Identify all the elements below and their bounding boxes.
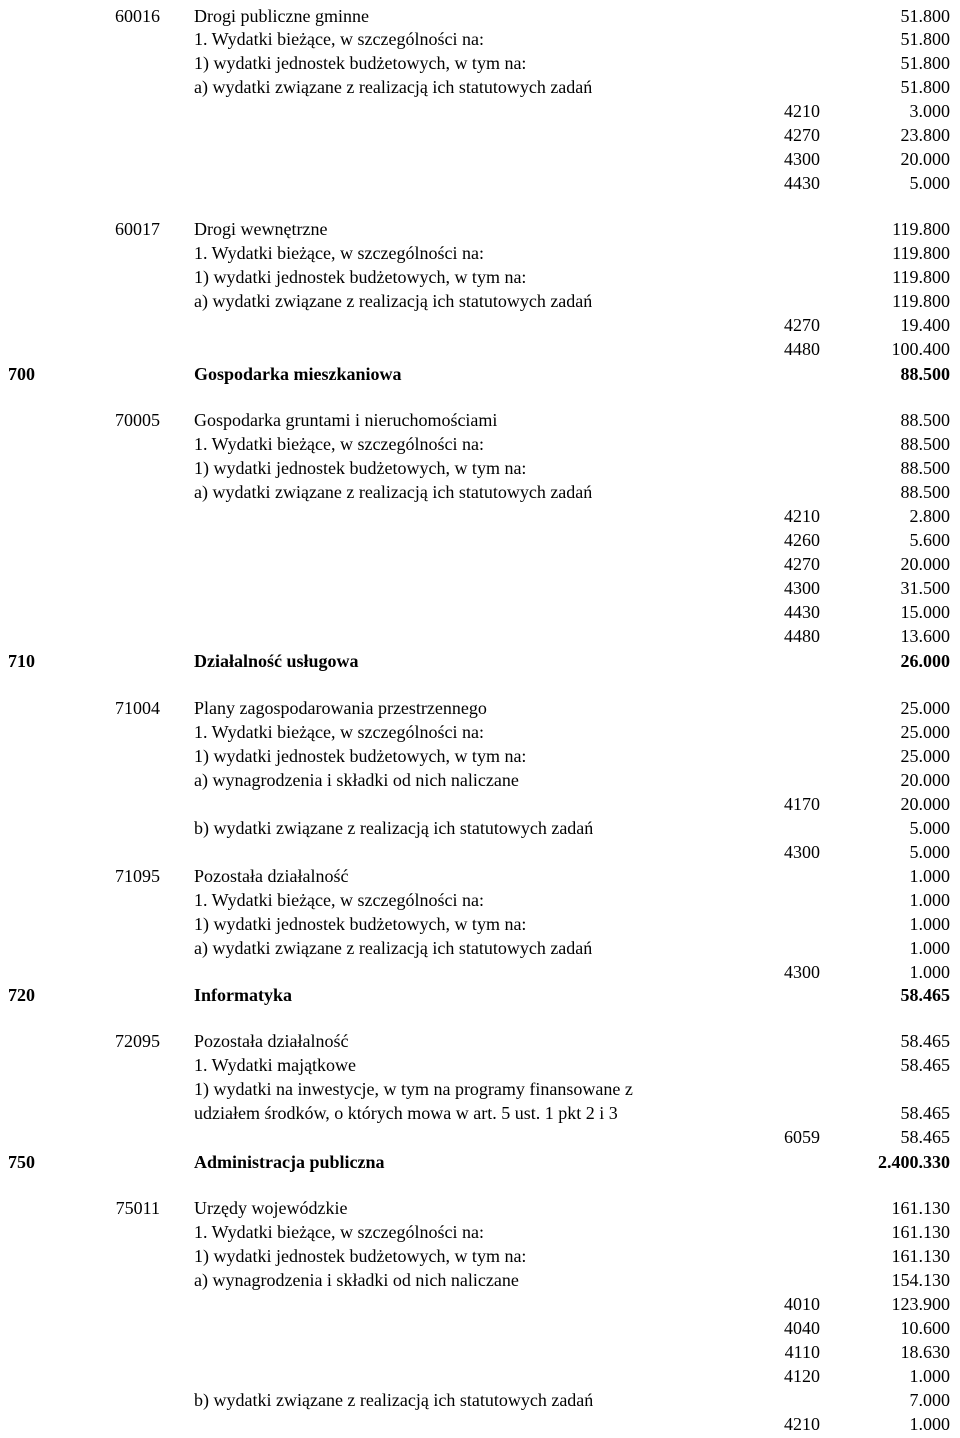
- paragraf-cell: 4430: [784, 173, 820, 193]
- section-row: [0, 650, 960, 673]
- kwota-cell: 161.130: [891, 1246, 950, 1266]
- dzial-cell: 710: [8, 651, 35, 671]
- kwota-cell: 1.000: [909, 962, 950, 982]
- opis-cell: a) wydatki związane z realizacją ich statutowych zadań: [194, 77, 593, 97]
- kwota-cell: 58.465: [900, 1031, 950, 1051]
- opis-cell: Drogi publiczne gminne: [194, 6, 369, 26]
- kwota-cell: 20.000: [900, 770, 950, 790]
- kwota-cell: 51.800: [900, 53, 950, 73]
- rozdzial-cell: 75011: [115, 1198, 160, 1218]
- rozdzial-cell: 60016: [115, 6, 160, 26]
- opis-cell: 1. Wydatki majątkowe: [194, 1055, 357, 1075]
- kwota-cell: 1.000: [909, 866, 950, 886]
- kwota-cell: 5.000: [909, 818, 950, 838]
- kwota-cell: 1.000: [909, 1366, 950, 1386]
- paragraf-cell: 4270: [784, 125, 820, 145]
- opis-cell: udziałem środków, o których mowa w art. 5 ust. 1 pkt 2 i 3: [194, 1103, 618, 1123]
- section-row: [0, 984, 960, 1007]
- opis-cell: Informatyka: [194, 985, 292, 1005]
- rozdzial-cell: 60017: [115, 219, 160, 239]
- paragraf-cell: 4010: [784, 1294, 820, 1314]
- table-row: [0, 172, 960, 195]
- opis-cell: b) wydatki związane z realizacją ich statutowych zadań: [194, 1390, 594, 1410]
- kwota-cell: 19.400: [900, 315, 950, 335]
- paragraf-cell: 4210: [784, 101, 820, 121]
- table-row: [0, 1389, 960, 1412]
- kwota-cell: 26.000: [900, 651, 950, 671]
- dzial-cell: 700: [8, 364, 35, 384]
- paragraf-cell: 4270: [784, 315, 820, 335]
- opis-cell: Pozostała działalność: [194, 866, 349, 886]
- kwota-cell: 88.500: [900, 364, 950, 384]
- paragraf-cell: 4300: [784, 962, 820, 982]
- table-row: [0, 5, 960, 28]
- paragraf-cell: 4120: [784, 1366, 820, 1386]
- table-row: [0, 1317, 960, 1340]
- kwota-cell: 51.800: [900, 6, 950, 26]
- kwota-cell: 58.465: [900, 1055, 950, 1075]
- kwota-cell: 1.000: [909, 890, 950, 910]
- table-row: [0, 481, 960, 504]
- kwota-cell: 31.500: [900, 578, 950, 598]
- table-row: [0, 601, 960, 624]
- table-row: [0, 625, 960, 648]
- table-row: [0, 697, 960, 720]
- paragraf-cell: 6059: [784, 1127, 820, 1147]
- table-row: [0, 100, 960, 123]
- table-row: [0, 841, 960, 864]
- kwota-cell: 1.000: [909, 914, 950, 934]
- opis-cell: 1. Wydatki bieżące, w szczególności na:: [194, 29, 484, 49]
- table-row: [0, 28, 960, 51]
- opis-cell: a) wynagrodzenia i składki od nich naliczane: [194, 770, 519, 790]
- paragraf-cell: 4110: [784, 1342, 820, 1362]
- kwota-cell: 58.465: [900, 985, 950, 1005]
- kwota-cell: 58.465: [900, 1127, 950, 1147]
- table-row: [0, 1365, 960, 1388]
- table-row: [0, 1126, 960, 1149]
- table-row: [0, 457, 960, 480]
- kwota-cell: 20.000: [900, 554, 950, 574]
- table-row: [0, 553, 960, 576]
- table-row: [0, 793, 960, 816]
- table-row: [0, 266, 960, 289]
- table-row: [0, 218, 960, 241]
- table-row: [0, 1341, 960, 1364]
- kwota-cell: 5.000: [909, 842, 950, 862]
- kwota-cell: 20.000: [900, 794, 950, 814]
- paragraf-cell: 4170: [784, 794, 820, 814]
- paragraf-cell: 4270: [784, 554, 820, 574]
- opis-cell: 1) wydatki jednostek budżetowych, w tym na:: [194, 458, 527, 478]
- opis-cell: a) wydatki związane z realizacją ich statutowych zadań: [194, 938, 593, 958]
- table-row: [0, 865, 960, 888]
- table-row: [0, 124, 960, 147]
- kwota-cell: 20.000: [900, 149, 950, 169]
- paragraf-cell: 4210: [784, 506, 820, 526]
- table-row: [0, 1054, 960, 1077]
- table-row: [0, 1078, 960, 1101]
- opis-cell: a) wydatki związane z realizacją ich statutowych zadań: [194, 482, 593, 502]
- table-row: [0, 242, 960, 265]
- dzial-cell: 720: [8, 985, 35, 1005]
- kwota-cell: 161.130: [891, 1222, 950, 1242]
- rozdzial-cell: 71095: [115, 866, 160, 886]
- kwota-cell: 161.130: [891, 1198, 950, 1218]
- paragraf-cell: 4300: [784, 149, 820, 169]
- opis-cell: Urzędy wojewódzkie: [194, 1198, 348, 1218]
- kwota-cell: 119.800: [892, 291, 950, 311]
- opis-cell: Działalność usługowa: [194, 651, 359, 671]
- kwota-cell: 7.000: [909, 1390, 950, 1410]
- table-row: [0, 52, 960, 75]
- kwota-cell: 23.800: [900, 125, 950, 145]
- kwota-cell: 10.600: [900, 1318, 950, 1338]
- kwota-cell: 154.130: [891, 1270, 950, 1290]
- kwota-cell: 88.500: [900, 458, 950, 478]
- kwota-cell: 119.800: [892, 219, 950, 239]
- rozdzial-cell: 71004: [115, 698, 160, 718]
- kwota-cell: 88.500: [900, 434, 950, 454]
- table-row: [0, 529, 960, 552]
- section-row: [0, 363, 960, 386]
- opis-cell: Administracja publiczna: [194, 1152, 385, 1172]
- table-row: [0, 913, 960, 936]
- table-row: [0, 889, 960, 912]
- opis-cell: Pozostała działalność: [194, 1031, 349, 1051]
- kwota-cell: 2.400.330: [878, 1152, 950, 1172]
- table-row: [0, 290, 960, 313]
- table-row: [0, 721, 960, 744]
- opis-cell: 1) wydatki jednostek budżetowych, w tym na:: [194, 914, 527, 934]
- opis-cell: Gospodarka gruntami i nieruchomościami: [194, 410, 498, 430]
- table-row: [0, 1269, 960, 1292]
- table-row: [0, 76, 960, 99]
- table-row: [0, 338, 960, 361]
- kwota-cell: 13.600: [900, 626, 950, 646]
- opis-cell: a) wydatki związane z realizacją ich statutowych zadań: [194, 291, 593, 311]
- table-row: [0, 1293, 960, 1316]
- kwota-cell: 51.800: [900, 29, 950, 49]
- table-row: [0, 1197, 960, 1220]
- table-row: [0, 433, 960, 456]
- kwota-cell: 58.465: [900, 1103, 950, 1123]
- opis-cell: 1. Wydatki bieżące, w szczególności na:: [194, 434, 484, 454]
- kwota-cell: 88.500: [900, 482, 950, 502]
- kwota-cell: 25.000: [900, 722, 950, 742]
- table-row: [0, 817, 960, 840]
- rozdzial-cell: 70005: [115, 410, 160, 430]
- kwota-cell: 119.800: [892, 267, 950, 287]
- kwota-cell: 15.000: [900, 602, 950, 622]
- opis-cell: 1. Wydatki bieżące, w szczególności na:: [194, 890, 484, 910]
- table-row: [0, 505, 960, 528]
- table-row: [0, 1413, 960, 1436]
- table-row: [0, 961, 960, 984]
- paragraf-cell: 4300: [784, 578, 820, 598]
- kwota-cell: 25.000: [900, 698, 950, 718]
- paragraf-cell: 4300: [784, 842, 820, 862]
- opis-cell: b) wydatki związane z realizacją ich statutowych zadań: [194, 818, 594, 838]
- table-row: [0, 148, 960, 171]
- paragraf-cell: 4430: [784, 602, 820, 622]
- table-row: [0, 745, 960, 768]
- opis-cell: 1) wydatki jednostek budżetowych, w tym na:: [194, 1246, 527, 1266]
- table-row: [0, 1030, 960, 1053]
- kwota-cell: 1.000: [909, 1414, 950, 1434]
- kwota-cell: 3.000: [909, 101, 950, 121]
- kwota-cell: 88.500: [900, 410, 950, 430]
- kwota-cell: 25.000: [900, 746, 950, 766]
- rozdzial-cell: 72095: [115, 1031, 160, 1051]
- kwota-cell: 5.600: [909, 530, 950, 550]
- opis-cell: Plany zagospodarowania przestrzennego: [194, 698, 487, 718]
- table-row: [0, 937, 960, 960]
- opis-cell: Drogi wewnętrzne: [194, 219, 328, 239]
- paragraf-cell: 4480: [784, 339, 820, 359]
- kwota-cell: 119.800: [892, 243, 950, 263]
- table-row: [0, 1221, 960, 1244]
- table-row: [0, 1102, 960, 1125]
- opis-cell: 1. Wydatki bieżące, w szczególności na:: [194, 722, 484, 742]
- kwota-cell: 18.630: [900, 1342, 950, 1362]
- opis-cell: 1. Wydatki bieżące, w szczególności na:: [194, 1222, 484, 1242]
- paragraf-cell: 4260: [784, 530, 820, 550]
- table-row: [0, 409, 960, 432]
- table-row: [0, 1245, 960, 1268]
- kwota-cell: 100.400: [891, 339, 950, 359]
- opis-cell: Gospodarka mieszkaniowa: [194, 364, 402, 384]
- kwota-cell: 123.900: [891, 1294, 950, 1314]
- opis-cell: a) wynagrodzenia i składki od nich naliczane: [194, 1270, 519, 1290]
- opis-cell: 1) wydatki jednostek budżetowych, w tym na:: [194, 53, 527, 73]
- paragraf-cell: 4480: [784, 626, 820, 646]
- kwota-cell: 5.000: [909, 173, 950, 193]
- section-row: [0, 1151, 960, 1174]
- dzial-cell: 750: [8, 1152, 35, 1172]
- paragraf-cell: 4210: [784, 1414, 820, 1434]
- opis-cell: 1) wydatki na inwestycje, w tym na programy finansowane z: [194, 1079, 633, 1099]
- table-row: [0, 769, 960, 792]
- table-row: [0, 314, 960, 337]
- table-row: [0, 577, 960, 600]
- paragraf-cell: 4040: [784, 1318, 820, 1338]
- opis-cell: 1. Wydatki bieżące, w szczególności na:: [194, 243, 484, 263]
- opis-cell: 1) wydatki jednostek budżetowych, w tym na:: [194, 746, 527, 766]
- kwota-cell: 51.800: [900, 77, 950, 97]
- kwota-cell: 1.000: [909, 938, 950, 958]
- kwota-cell: 2.800: [909, 506, 950, 526]
- opis-cell: 1) wydatki jednostek budżetowych, w tym na:: [194, 267, 527, 287]
